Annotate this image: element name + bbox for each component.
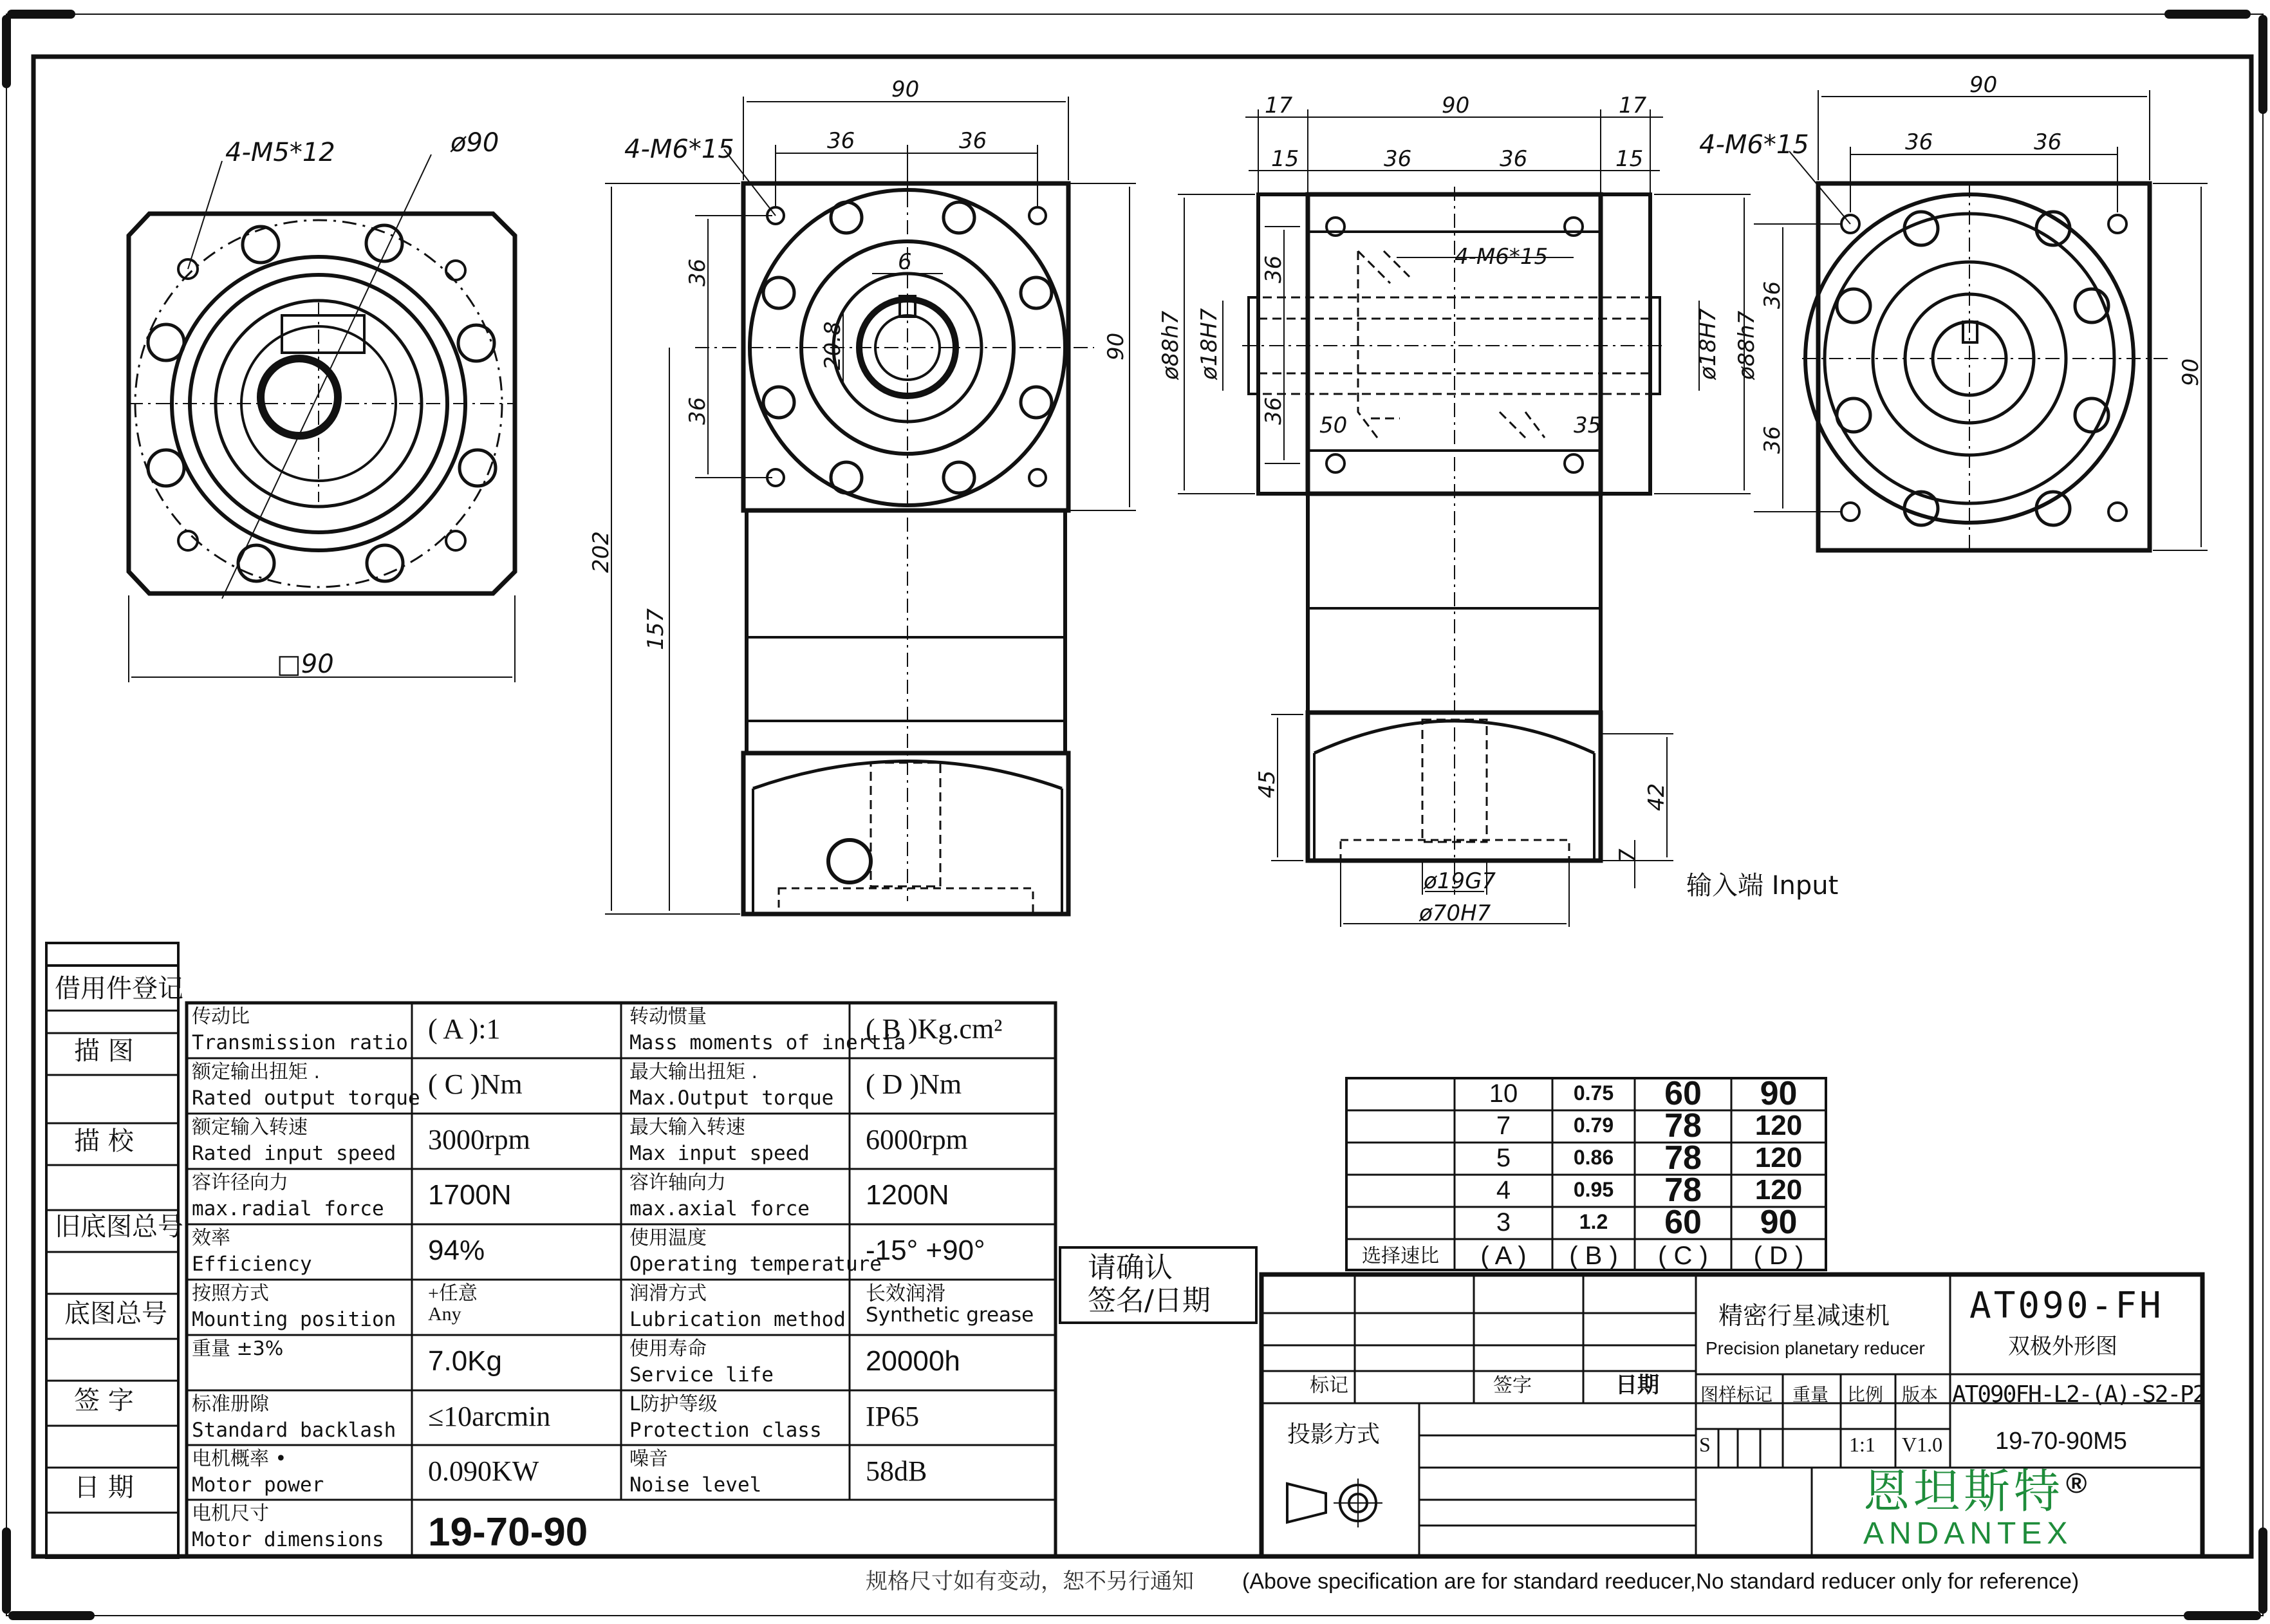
tb-code: 19-70-90M5 (1995, 1428, 2127, 1455)
spec-value: 长效润滑 Synthetic grease (866, 1282, 1034, 1327)
spec-label-en: Noise level (629, 1473, 762, 1497)
spec-value: ( A ):1 (428, 1013, 501, 1045)
dim-v3-35: 35 (1574, 413, 1602, 438)
spec-label-en: Efficiency (192, 1253, 312, 1276)
ratio-cell: 0.86 (1573, 1146, 1614, 1169)
spec-value: 1200N (866, 1179, 949, 1211)
spec-label-cn: 按照方式 (192, 1282, 269, 1305)
dim-v4-height: 90 (2178, 358, 2204, 386)
dim-v3-18b: ø18H7 (1695, 308, 1721, 380)
ratio-cell: 120 (1754, 1110, 1803, 1141)
spec-label-en: Mounting position (192, 1308, 396, 1331)
dim-v3-v36b: 36 (1261, 397, 1287, 425)
confirm-text: 请确认 签名/日期 (1088, 1251, 1211, 1317)
dim-v1-diameter: ø90 (451, 128, 499, 158)
ratio-cell: 60 (1664, 1204, 1702, 1241)
spec-label-en: Rated input speed (192, 1142, 396, 1165)
ratio-footer-label: 选择速比 (1362, 1245, 1439, 1267)
ratio-cell: 78 (1664, 1139, 1702, 1177)
corner-marks (6, 14, 2263, 1616)
spec-label-en: Operating temperature (629, 1253, 882, 1276)
spec-label-cn: 传动比 (192, 1005, 250, 1028)
dim-v3-36b: 36 (1500, 146, 1528, 172)
spec-label-en: Mass moments of inertia (629, 1031, 906, 1054)
spec-value: ( B )Kg.cm² (866, 1013, 1003, 1045)
footer-note-en: (Above specification are for standard reeducer,No standard reducer only for reference) (1242, 1569, 2079, 1594)
dim-v3-36a: 36 (1384, 146, 1412, 172)
dim-v4-v36b: 36 (1760, 425, 1785, 454)
dim-v2-36b: 36 (685, 397, 711, 425)
spec-label-en: max.radial force (192, 1197, 384, 1220)
view-input-flange (1754, 90, 2208, 550)
dim-v4-v36a: 36 (1760, 281, 1785, 309)
dim-v3-width: 90 (1442, 93, 1470, 118)
spec-value: +任意 Any (428, 1283, 478, 1325)
projection-symbol (1287, 1479, 1382, 1527)
tb-scale: 1:1 (1849, 1433, 1875, 1456)
spec-label-cn: 标准册隙 (192, 1393, 269, 1415)
spec-label-cn: 使用温度 (629, 1227, 707, 1249)
spec-label-en: Motor power (192, 1473, 324, 1497)
ratio-cell: 120 (1754, 1174, 1803, 1206)
left-label-borrow: 借用件登记 (55, 974, 183, 1003)
spec-label-en: Transmission ratio (192, 1031, 408, 1054)
dim-v3-70: ø70H7 (1419, 901, 1491, 926)
spec-label-cn: 电机尺寸 (192, 1502, 269, 1525)
ratio-cell: 60 (1664, 1075, 1702, 1112)
spec-label-cn: 最大输入转速 (629, 1116, 745, 1139)
dim-v4-holes: 4-M6*15 (1699, 130, 1809, 160)
spec-label-en: Motor dimensions (192, 1528, 384, 1551)
ratio-cell: 7 (1496, 1112, 1511, 1140)
dim-v3-50: 50 (1319, 413, 1348, 438)
tb-reg: ® (2066, 1468, 2087, 1499)
ratio-cell: 1.2 (1579, 1210, 1608, 1233)
spec-label-cn: 噪音 (629, 1448, 668, 1470)
tb-product-en: Precision planetary reducer (1706, 1338, 1925, 1358)
tb-product-cn: 精密行星减速机 (1718, 1302, 1890, 1330)
tb-h-mark: 图样标记 (1700, 1384, 1773, 1405)
dim-v4-width: 90 (1969, 72, 1998, 98)
spec-label-cn: 容许径向力 (192, 1171, 288, 1194)
spec-value: 20000h (866, 1345, 960, 1377)
dim-v3-v36a: 36 (1261, 255, 1287, 283)
tb-brand-en: ANDANTEX (1863, 1517, 2073, 1551)
tb-part-no: AT090FH-L2-(A)-S2-P2 (1952, 1381, 2206, 1408)
input-label: 输入端 Input (1686, 871, 1839, 901)
left-label-trace: 描 图 (74, 1036, 134, 1066)
left-label-date: 日 期 (74, 1473, 134, 1502)
spec-label-cn: 使用寿命 (629, 1338, 707, 1360)
spec-label-cn: 额定输出扭矩 . (192, 1061, 321, 1083)
spec-value: 1700N (428, 1179, 512, 1211)
ratio-cell: 120 (1754, 1142, 1803, 1173)
view-front-flange (129, 154, 515, 682)
dim-v3-17b: 17 (1619, 93, 1647, 118)
spec-label-en: Standard backlash (192, 1419, 396, 1442)
dim-v3-18a: ø18H7 (1196, 308, 1222, 380)
dim-v1-square: □90 (277, 649, 334, 679)
dim-v3-17a: 17 (1265, 93, 1293, 118)
spec-value: 0.090KW (428, 1455, 539, 1487)
spec-label-cn: 重量 ±3% (192, 1338, 284, 1360)
dim-v3-19: ø19G7 (1424, 868, 1496, 894)
ratio-cell: 3 (1496, 1208, 1511, 1237)
ratio-cell: 5 (1496, 1144, 1511, 1172)
ratio-cell: 90 (1760, 1075, 1798, 1112)
spec-label-en: Protection class (629, 1419, 822, 1442)
ratio-cell: 0.79 (1573, 1114, 1614, 1137)
tb-h-weight: 重量 (1792, 1384, 1829, 1405)
dim-v3-7: 7 (1615, 848, 1641, 863)
dim-v2-bore: 20.8 (820, 321, 846, 370)
ratio-cell: 0.95 (1573, 1178, 1614, 1201)
spec-label-en: max.axial force (629, 1197, 810, 1220)
ratio-footer-cell: ( A ) (1480, 1242, 1527, 1270)
spec-label-cn: L防护等级 (629, 1393, 718, 1415)
spec-label-cn: 效率 (192, 1227, 230, 1249)
spec-value: 6000rpm (866, 1124, 968, 1155)
spec-label-en: Rated output torque (192, 1087, 420, 1110)
ratio-cell: 78 (1664, 1171, 1702, 1209)
dim-v3-42: 42 (1644, 783, 1670, 811)
ratio-cell: 4 (1496, 1176, 1511, 1204)
spec-value: 58dB (866, 1455, 927, 1487)
footer-note: 规格尺寸如有变动，恕不另行通知 (866, 1569, 1194, 1594)
spec-label-cn: 最大输出扭矩 . (629, 1061, 758, 1083)
spec-label-en: Service life (629, 1363, 774, 1386)
spec-value: 19-70-90 (428, 1510, 588, 1554)
dim-v2-body: 157 (643, 608, 669, 650)
spec-label-en: Max.Output torque (629, 1087, 834, 1110)
spec-value: 3000rpm (428, 1124, 530, 1155)
tb-h-scale: 比例 (1847, 1384, 1884, 1405)
sheet-border (6, 14, 2263, 1616)
dim-v3-holes: 4-M6*15 (1455, 244, 1549, 270)
tb-mark: 标记 (1310, 1374, 1348, 1397)
ratio-footer-cell: ( B ) (1569, 1242, 1618, 1270)
spec-value: IP65 (866, 1401, 920, 1432)
tb-brand-cn: 恩坦斯特 (1863, 1464, 2065, 1518)
tb-drawing-name: 双极外形图 (2008, 1334, 2117, 1359)
dim-v2-key: 6 (898, 249, 912, 275)
dim-v3-15a: 15 (1271, 146, 1299, 172)
ratio-cell: 10 (1489, 1079, 1518, 1108)
ratio-cell: 90 (1760, 1204, 1798, 1241)
tb-h-version: 版本 (1902, 1384, 1939, 1405)
left-label-base-no: 底图总号 (64, 1299, 167, 1329)
dim-v2-pitch-left: 36 (827, 128, 855, 154)
dim-v2-holes: 4-M6*15 (624, 135, 734, 164)
dim-v3-88b: ø88h7 (1734, 310, 1760, 380)
spec-label-cn: 容许轴向力 (629, 1171, 726, 1194)
ratio-footer-cell: ( D ) (1753, 1242, 1804, 1270)
spec-value: 7.0Kg (428, 1345, 502, 1377)
dim-v4-36a: 36 (1905, 129, 1933, 155)
dim-v2-pitch-right: 36 (959, 128, 987, 154)
tb-sign: 签字 (1493, 1374, 1532, 1397)
tb-model: AT090-FH (1969, 1285, 2164, 1327)
ratio-cell: 78 (1664, 1107, 1702, 1144)
spec-value: 94% (428, 1235, 485, 1266)
spec-label-en: Lubrication method (629, 1308, 846, 1331)
ratio-footer-cell: ( C ) (1658, 1242, 1708, 1270)
spec-value: -15° +90° (866, 1235, 985, 1266)
view-side-output (605, 97, 1136, 914)
left-label-sign: 签 字 (74, 1386, 134, 1415)
tb-s: S (1699, 1433, 1711, 1456)
dim-v2-width: 90 (891, 77, 920, 102)
dim-v2-height: 90 (1103, 332, 1129, 360)
spec-label-cn: 电机概率 • (192, 1448, 287, 1470)
left-label-old-no: 旧底图总号 (55, 1212, 183, 1242)
tb-date: 日期 (1615, 1372, 1659, 1398)
dim-v3-45: 45 (1254, 770, 1280, 798)
spec-label-cn: 转动惯量 (629, 1005, 707, 1028)
left-label-check: 描 校 (74, 1126, 134, 1156)
spec-value: ( C )Nm (428, 1069, 523, 1100)
dim-v3-15b: 15 (1615, 146, 1644, 172)
ratio-cell: 0.75 (1573, 1081, 1614, 1105)
tb-version: V1.0 (1902, 1433, 1943, 1456)
spec-value: ( D )Nm (866, 1069, 962, 1100)
dim-v2-total: 202 (588, 531, 614, 573)
tb-projection: 投影方式 (1287, 1421, 1381, 1448)
dim-v2-36a: 36 (685, 258, 711, 286)
dim-v3-88a: ø88h7 (1158, 310, 1184, 380)
spec-label-cn: 额定输入转速 (192, 1116, 308, 1139)
spec-label-cn: 润滑方式 (629, 1282, 707, 1305)
spec-label-en: Max input speed (629, 1142, 810, 1165)
spec-value: ≤10arcmin (428, 1401, 551, 1432)
dim-v4-36b: 36 (2034, 129, 2062, 155)
dim-v1-holes: 4-M5*12 (225, 138, 335, 167)
